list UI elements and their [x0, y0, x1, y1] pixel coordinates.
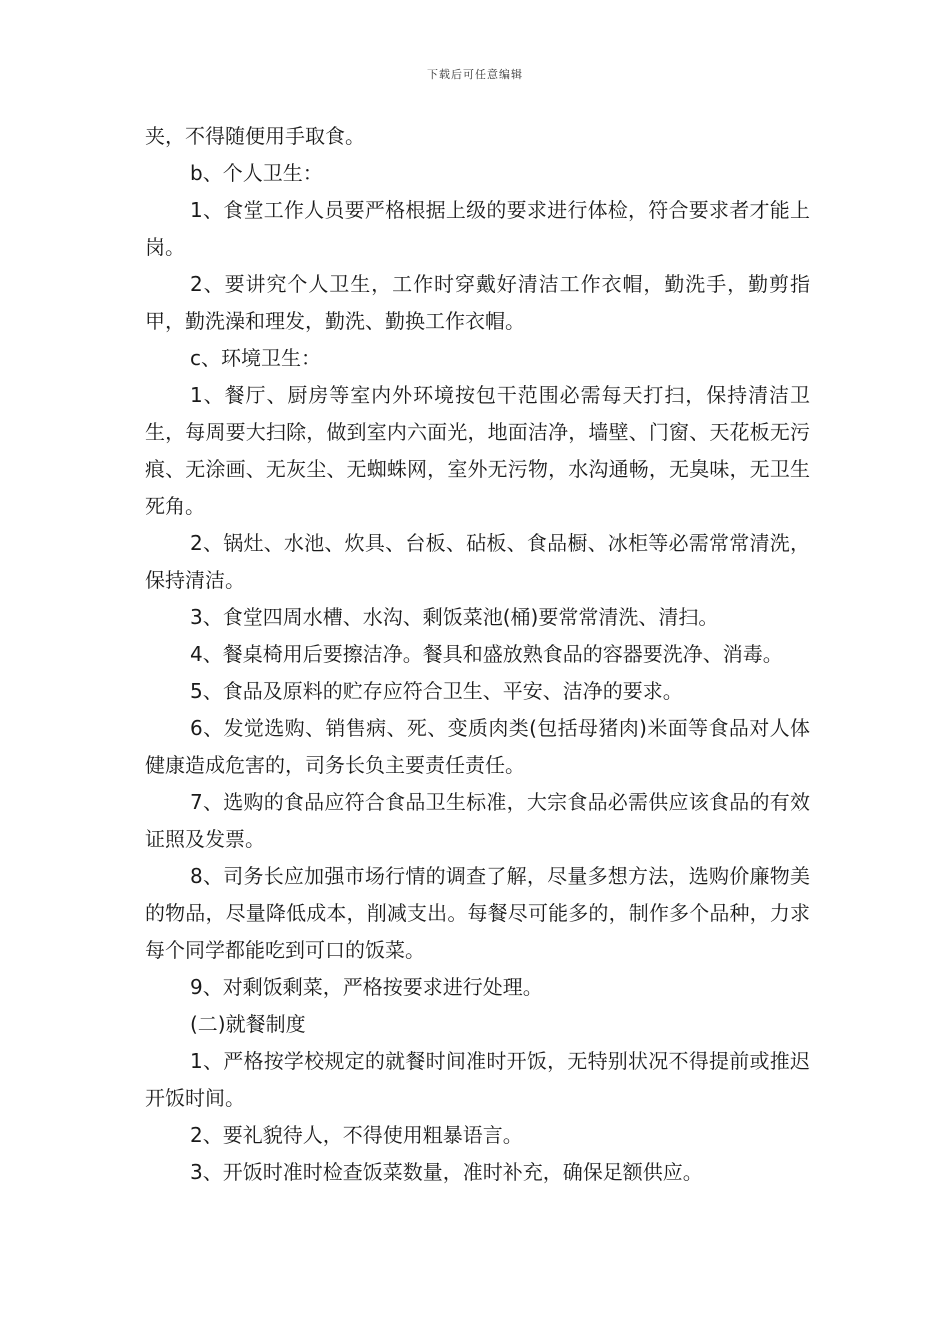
paragraph: 2、锅灶、水池、炊具、台板、砧板、食品橱、冰柜等必需常常清洗，保持清洁。: [145, 531, 810, 592]
paragraph: 6、发觉选购、销售病、死、变质肉类(包括母猪肉)米面等食品对人体健康造成危害的，司务长负主要责任责任。: [145, 716, 810, 777]
paragraph: 2、要礼貌待人，不得使用粗暴语言。: [190, 1123, 523, 1147]
paragraph: 夹，不得随便用手取食。: [145, 124, 365, 148]
section-heading-dining-rules: (二)就餐制度: [190, 1012, 306, 1036]
paragraph: 4、餐桌椅用后要擦洁净。餐具和盛放熟食品的容器要洗净、消毒。: [190, 642, 783, 666]
section-heading-environment-hygiene: c、环境卫生：: [190, 346, 321, 370]
paragraph: 1、食堂工作人员要严格根据上级的要求进行体检，符合要求者才能上岗。: [145, 198, 810, 259]
paragraph: 3、开饭时准时检查饭菜数量，准时补充，确保足额供应。: [190, 1160, 703, 1184]
page-header: 下载后可任意编辑: [427, 68, 523, 81]
paragraph: 9、对剩饭剩菜，严格按要求进行处理。: [190, 975, 543, 999]
paragraph: 5、食品及原料的贮存应符合卫生、平安、洁净的要求。: [190, 679, 683, 703]
paragraph: 7、选购的食品应符合食品卫生标准，大宗食品必需供应该食品的有效证照及发票。: [145, 790, 810, 851]
paragraph: 8、司务长应加强市场行情的调查了解，尽量多想方法，选购价廉物美的物品，尽量降低成本，削减支出。每餐尽可能多的，制作多个品种，力求每个同学都能吃到可口的饭菜。: [145, 864, 810, 962]
paragraph: 2、要讲究个人卫生，工作时穿戴好清洁工作衣帽，勤洗手，勤剪指甲，勤洗澡和理发，勤洗、勤换工作衣帽。: [145, 272, 810, 333]
document-body: [145, 118, 810, 1191]
section-heading-personal-hygiene: b、个人卫生：: [190, 161, 323, 185]
paragraph: 1、餐厅、厨房等室内外环境按包干范围必需每天打扫，保持清洁卫生，每周要大扫除，做到室内六面光，地面洁净，墙壁、门窗、天花板无污痕、无涂画、无灰尘、无蜘蛛网，室外无污物，水沟通畅，无臭味，无卫生死角。: [145, 383, 810, 518]
paragraph: 3、食堂四周水槽、水沟、剩饭菜池(桶)要常常清洗、清扫。: [190, 605, 719, 629]
paragraph: 1、严格按学校规定的就餐时间准时开饭，无特别状况不得提前或推迟开饭时间。: [145, 1049, 810, 1110]
